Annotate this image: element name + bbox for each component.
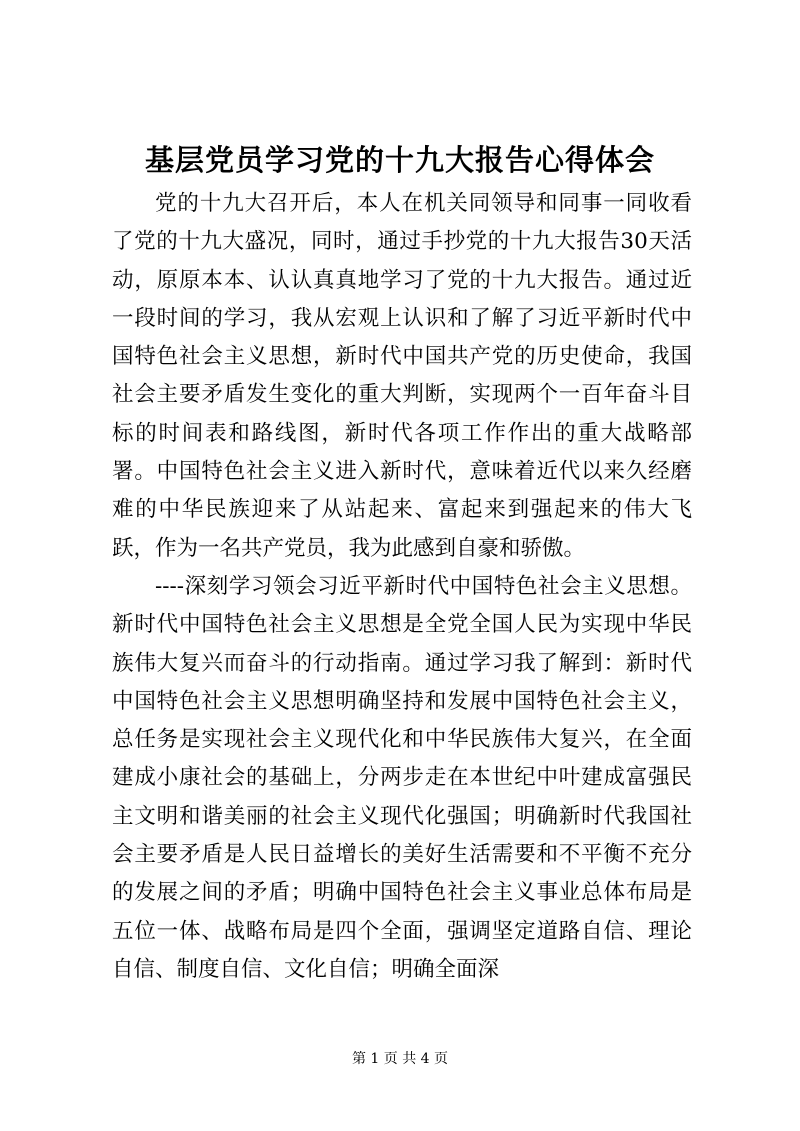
page-footer: 第 1 页 共 4 页 — [351, 1051, 449, 1067]
document-title: 基层党员学习党的十九大报告心得体会 — [144, 143, 655, 177]
paragraph-2: ----深刻学习领会习近平新时代中国特色社会主义思想。新时代中国特色社会主义思想是全党全国人民为实现中华民族伟大复兴而奋斗的行动指南。通过学习我了解到：新时代中国特色社会主义思想明确坚持和发展中国特色社会主义，总任务是实现社会主义现代化和中华民族伟大复兴，在全面建成小康社会的基础上，分两步走在本世纪中叶建成富强民主文明和谐美丽的社会主义现代化强国；明确新时代我国社会主要矛盾是人民日益增长的美好生活需要和不平衡不充分的发展之间的矛盾；明确中国特色社会主义事业总体布局是五位一体、战略布局是四个全面，强调坚定道路自信、理论自信、制度自信、文化自信；明确全面深 — [112, 573, 692, 982]
paragraph-1: 党的十九大召开后，本人在机关同领导和同事一同收看了党的十九大盛况，同时，通过手抄党的十九大报告30天活动，原原本本、认认真真地学习了党的十九大报告。通过近一段时间的学习，我从宏观上认识和了解了习近平新时代中国特色社会主义思想，新时代中国共产党的历史使命，我国社会主要矛盾发生变化的重大判断，实现两个一百年奋斗目标的时间表和路线图，新时代各项工作作出的重大战略部署。中国特色社会主义进入新时代，意味着近代以来久经磨难的中华民族迎来了从站起来、富起来到强起来的伟大飞跃，作为一名共产党员，我为此感到自豪和骄傲。 — [112, 191, 692, 561]
document-body — [112, 185, 692, 989]
